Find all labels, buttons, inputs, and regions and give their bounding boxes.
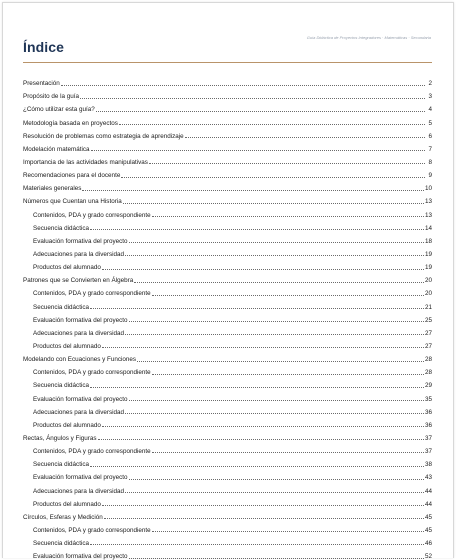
toc-entry-page-number: 45 <box>424 526 432 534</box>
toc-entry-label: Materiales generales <box>23 185 82 193</box>
toc-entry[interactable] <box>23 389 432 402</box>
toc-entry-label: Contenidos, PDA y grado correspondiente <box>33 211 151 219</box>
toc-leader-dots <box>125 254 424 256</box>
toc-entry-page-number: 7 <box>428 145 432 153</box>
toc-leader-dots <box>149 162 425 164</box>
toc-entry-page-number: 44 <box>424 487 432 495</box>
toc-entry[interactable] <box>23 324 432 337</box>
toc-entry-label: Productos del alumnado <box>33 342 101 350</box>
toc-leader-dots <box>119 123 425 125</box>
toc-leader-dots <box>102 425 424 427</box>
toc-entry[interactable] <box>23 350 432 363</box>
toc-entry-page-number: 28 <box>424 369 432 377</box>
toc-entry-label: Modelación matemática <box>23 145 90 153</box>
toc-entry[interactable] <box>23 311 432 324</box>
toc-entry[interactable] <box>23 179 432 192</box>
toc-leader-dots <box>125 491 424 493</box>
toc-entry-page-number: 9 <box>428 172 432 180</box>
toc-leader-dots <box>61 84 425 86</box>
toc-entry[interactable] <box>23 416 432 429</box>
toc-leader-dots <box>102 346 424 348</box>
toc-leader-dots <box>125 412 424 414</box>
toc-entry-page-number: 37 <box>424 434 432 442</box>
toc-entry-page-number: 35 <box>424 395 432 403</box>
toc-entry-label: Contenidos, PDA y grado correspondiente <box>33 290 151 298</box>
toc-entry-label: Contenidos, PDA y grado correspondiente <box>33 448 151 456</box>
toc-entry-label: Presentación <box>23 80 60 88</box>
toc-leader-dots <box>102 504 424 506</box>
toc-leader-dots <box>152 451 424 453</box>
toc-leader-dots <box>90 386 424 388</box>
toc-entry-page-number: 38 <box>424 461 432 469</box>
toc-leader-dots <box>90 307 424 309</box>
toc-entry[interactable] <box>23 429 432 442</box>
running-header: Guía Didáctica de Proyectos Integradores · Matemáticas · Secundaria <box>306 35 431 40</box>
toc-entry[interactable] <box>23 508 432 521</box>
toc-entry-page-number: 27 <box>424 329 432 337</box>
toc-entry[interactable] <box>23 87 432 100</box>
toc-entry-page-number: 52 <box>424 553 432 560</box>
toc-entry[interactable] <box>23 481 432 494</box>
toc-entry-page-number: 2 <box>428 80 432 88</box>
toc-entry-page-number: 13 <box>424 211 432 219</box>
toc-entry-page-number: 21 <box>424 303 432 311</box>
toc-entry-label: Recomendaciones para el docente <box>23 172 121 180</box>
toc-entry-label: Productos del alumnado <box>33 264 101 272</box>
toc-entry-label: ¿Cómo utilizar esta guía? <box>23 106 95 114</box>
toc-leader-dots <box>152 215 424 217</box>
toc-entry[interactable] <box>23 297 432 310</box>
toc-leader-dots <box>104 517 424 519</box>
toc-entry-page-number: 46 <box>424 540 432 548</box>
toc-leader-dots <box>129 478 424 480</box>
toc-leader-dots <box>152 373 424 375</box>
toc-leader-dots <box>91 149 426 151</box>
page-title: Índice <box>23 39 65 55</box>
toc-entry-label: Evaluación formativa del proyecto <box>33 474 128 482</box>
toc-entry-page-number: 45 <box>424 513 432 521</box>
toc-leader-dots <box>123 202 424 204</box>
toc-entry-page-number: 5 <box>428 119 432 127</box>
toc-leader-dots <box>121 176 425 178</box>
toc-leader-dots <box>152 294 424 296</box>
toc-entry[interactable] <box>23 205 432 218</box>
toc-entry[interactable] <box>23 153 432 166</box>
toc-entry-page-number: 4 <box>428 106 432 114</box>
toc-leader-dots <box>82 189 424 191</box>
toc-entry-page-number: 36 <box>424 408 432 416</box>
toc-entry-label: Evaluación formativa del proyecto <box>33 553 128 560</box>
toc-leader-dots <box>90 465 424 467</box>
toc-entry[interactable] <box>23 192 432 205</box>
toc-entry-label: Evaluación formativa del proyecto <box>33 395 128 403</box>
toc-leader-dots <box>129 399 424 401</box>
toc-leader-dots <box>102 268 424 270</box>
title-divider <box>23 62 432 63</box>
toc-entry-label: Círculos, Esferas y Medición <box>23 513 103 521</box>
toc-leader-dots <box>80 97 425 99</box>
toc-entry[interactable] <box>23 113 432 126</box>
toc-entry[interactable] <box>23 245 432 258</box>
toc-entry-label: Evaluación formativa del proyecto <box>33 316 128 324</box>
toc-entry[interactable] <box>23 376 432 389</box>
toc-entry[interactable] <box>23 547 432 560</box>
toc-entry-label: Secuencia didáctica <box>33 303 90 311</box>
toc-entry-label: Números que Cuentan una Historia <box>23 198 122 206</box>
table-of-contents <box>23 74 432 560</box>
toc-entry-page-number: 20 <box>424 290 432 298</box>
toc-leader-dots <box>98 438 424 440</box>
toc-entry-label: Productos del alumnado <box>33 421 101 429</box>
toc-entry-page-number: 20 <box>424 277 432 285</box>
toc-entry-page-number: 3 <box>428 93 432 101</box>
toc-leader-dots <box>90 543 424 545</box>
toc-entry-page-number: 6 <box>428 132 432 140</box>
toc-leader-dots <box>185 136 425 138</box>
toc-entry-label: Resolución de problemas como estrategia de aprendizaje <box>23 132 184 140</box>
toc-entry[interactable] <box>23 468 432 481</box>
toc-entry[interactable] <box>23 455 432 468</box>
toc-entry[interactable] <box>23 100 432 113</box>
toc-entry[interactable] <box>23 363 432 376</box>
toc-entry-page-number: 19 <box>424 264 432 272</box>
toc-entry-label: Secuencia didáctica <box>33 540 90 548</box>
toc-entry-page-number: 13 <box>424 198 432 206</box>
toc-entry-page-number: 19 <box>424 250 432 258</box>
toc-leader-dots <box>96 110 425 112</box>
toc-entry-label: Secuencia didáctica <box>33 224 90 232</box>
toc-entry-label: Patrones que se Convierten en Álgebra <box>23 277 134 285</box>
toc-entry[interactable] <box>23 534 432 547</box>
toc-leader-dots <box>90 228 424 230</box>
toc-entry-page-number: 14 <box>424 224 432 232</box>
toc-entry[interactable] <box>23 166 432 179</box>
toc-entry[interactable] <box>23 74 432 87</box>
toc-entry[interactable] <box>23 258 432 271</box>
toc-entry[interactable] <box>23 232 432 245</box>
toc-entry-page-number: 27 <box>424 342 432 350</box>
toc-leader-dots <box>129 241 424 243</box>
toc-entry-page-number: 36 <box>424 421 432 429</box>
toc-entry-label: Rectas, Ángulos y Figuras <box>23 434 97 442</box>
toc-entry[interactable] <box>23 521 432 534</box>
toc-entry-label: Contenidos, PDA y grado correspondiente <box>33 369 151 377</box>
toc-entry-label: Importancia de las actividades manipulativas <box>23 158 148 166</box>
toc-entry[interactable] <box>23 337 432 350</box>
toc-leader-dots <box>125 333 424 335</box>
toc-entry-page-number: 29 <box>424 382 432 390</box>
toc-entry-page-number: 44 <box>424 500 432 508</box>
toc-entry-page-number: 8 <box>428 158 432 166</box>
toc-entry-label: Secuencia didáctica <box>33 461 90 469</box>
toc-entry-page-number: 43 <box>424 474 432 482</box>
toc-entry[interactable] <box>23 127 432 140</box>
toc-entry-page-number: 18 <box>424 237 432 245</box>
toc-entry-label: Modelando con Ecuaciones y Funciones <box>23 356 137 364</box>
toc-leader-dots <box>137 360 424 362</box>
toc-entry-page-number: 28 <box>424 356 432 364</box>
toc-entry-label: Adecuaciones para la diversidad <box>33 487 125 495</box>
toc-entry-label: Contenidos, PDA y grado correspondiente <box>33 526 151 534</box>
toc-entry-label: Adecuaciones para la diversidad <box>33 250 125 258</box>
toc-entry[interactable] <box>23 495 432 508</box>
toc-entry-label: Adecuaciones para la diversidad <box>33 408 125 416</box>
toc-leader-dots <box>152 530 424 532</box>
toc-entry-label: Metodología basada en proyectos <box>23 119 118 127</box>
toc-entry[interactable] <box>23 219 432 232</box>
toc-leader-dots <box>134 281 424 283</box>
toc-entry-label: Evaluación formativa del proyecto <box>33 237 128 245</box>
toc-entry-page-number: 25 <box>424 316 432 324</box>
document-page <box>2 2 454 558</box>
toc-entry-page-number: 10 <box>424 185 432 193</box>
toc-leader-dots <box>129 320 424 322</box>
toc-entry[interactable] <box>23 271 432 284</box>
toc-entry[interactable] <box>23 403 432 416</box>
toc-entry[interactable] <box>23 140 432 153</box>
toc-entry-label: Propósito de la guía <box>23 93 80 101</box>
toc-entry-label: Productos del alumnado <box>33 500 101 508</box>
toc-entry[interactable] <box>23 442 432 455</box>
toc-entry-label: Adecuaciones para la diversidad <box>33 329 125 337</box>
toc-entry-page-number: 37 <box>424 448 432 456</box>
toc-entry[interactable] <box>23 284 432 297</box>
toc-entry-label: Secuencia didáctica <box>33 382 90 390</box>
